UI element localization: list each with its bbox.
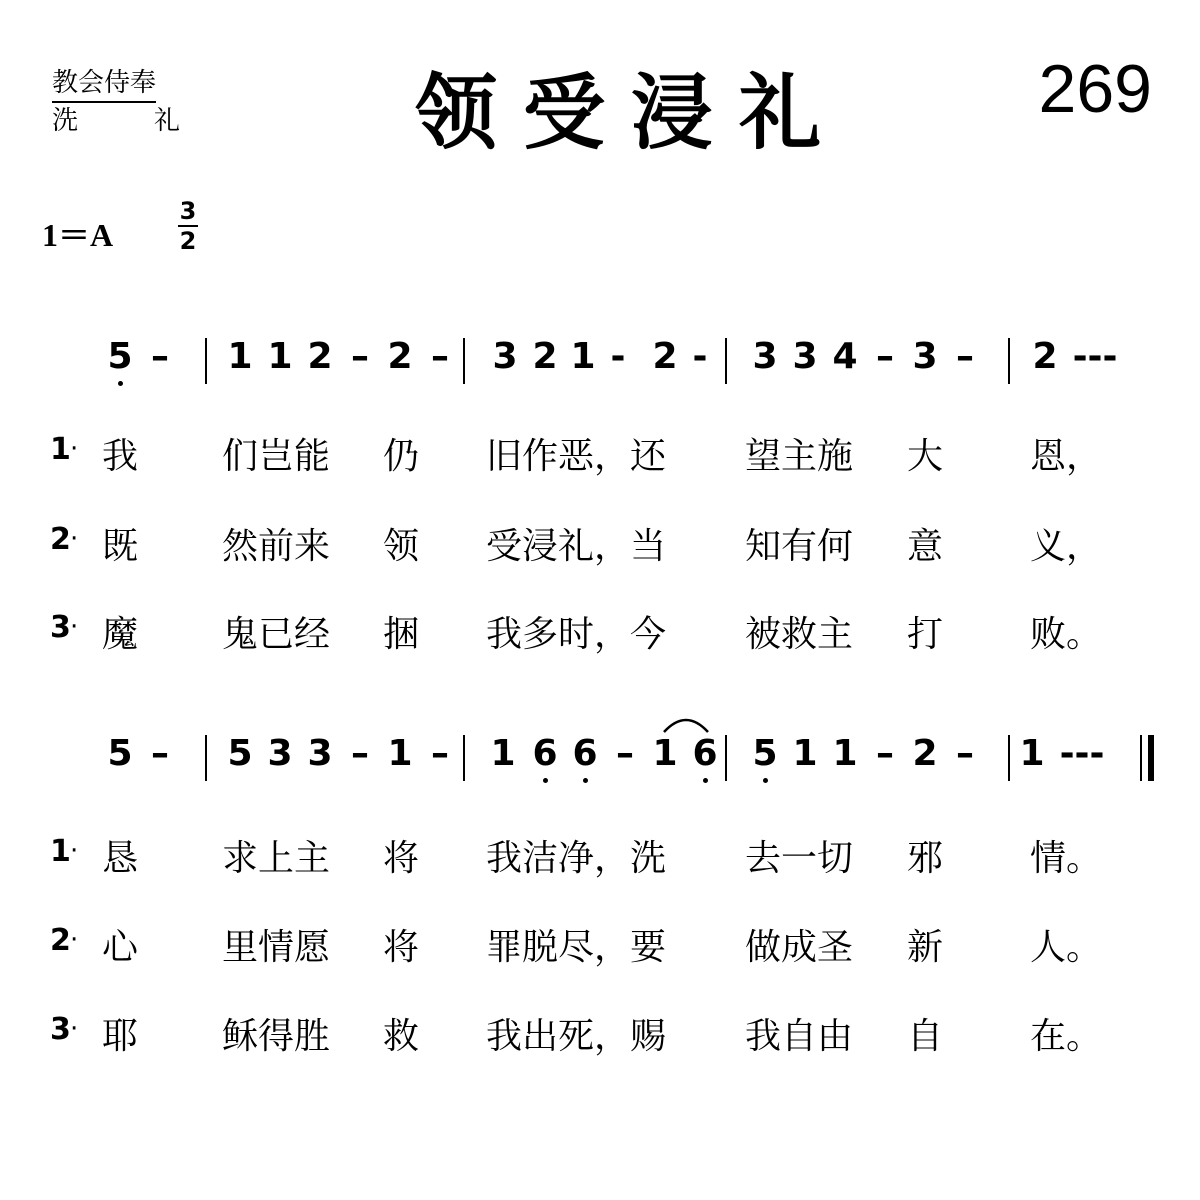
lyric-syllable: 去一切 [745,838,854,879]
lyric-syllable: 被救主 [745,614,854,655]
lyric-syllable: 然前来 [222,526,331,567]
note-1: 1 [832,733,858,774]
octave-dot-below [763,778,768,783]
lyric-syllable: 求上主 [222,838,331,879]
octave-dot-below [703,778,708,783]
note-5: 5 [107,336,133,377]
barline [725,338,727,384]
lyric-syllable: 义， [1030,526,1103,567]
note-6: 6 [692,733,718,774]
note-2: 2 [652,336,678,377]
note-2: 2 [532,336,558,377]
verse-number-dot: · [70,925,79,955]
time-signature [178,198,198,254]
time-numerator: 3 [179,197,197,225]
dash-extension: – [876,336,894,377]
note-3: 3 [752,336,778,377]
verse-number-dot: · [70,836,79,866]
lyric-syllable: 耶 [102,1016,139,1057]
dash-extension: – [876,733,894,774]
lyric-syllable: 罪脱尽，要 [486,927,667,968]
dash-extension: --- [1059,733,1105,774]
note-3: 3 [492,336,518,377]
verse-number-2: 2 [50,522,71,557]
lyric-syllable: 做成圣 [745,927,854,968]
note-2: 2 [912,733,938,774]
barline [1008,735,1010,781]
barline [463,735,465,781]
octave-dot-below [543,778,548,783]
lyric-syllable: 望主施 [745,436,854,477]
lyric-syllable: 仍 [383,436,420,477]
verse-number-2: 2 [50,923,71,958]
lyric-syllable: 里情愿 [222,927,331,968]
note-1: 1 [490,733,516,774]
barline [205,735,207,781]
lyric-syllable: 新 [907,927,944,968]
dash-extension: – [616,733,634,774]
dash-extension: – [956,733,974,774]
verse-number-dot: · [70,434,79,464]
dash-extension: – [351,336,369,377]
lyric-syllable: 魔 [102,614,139,655]
note-2: 2 [1032,336,1058,377]
hymn-title: 领受浸礼 [415,65,848,161]
lyric-syllable: 情。 [1030,838,1103,879]
lyric-syllable: 我多时，今 [486,614,667,655]
subcategory-right: 礼 [153,106,180,136]
lyric-syllable: 我自由 [745,1016,854,1057]
time-denominator: 2 [179,227,197,255]
verse-number-1: 1 [50,834,71,869]
dash-extension: – [431,733,449,774]
barline [463,338,465,384]
lyric-syllable: 们岂能 [222,436,331,477]
note-5: 5 [107,733,133,774]
dash-extension: – [431,336,449,377]
note-1: 1 [267,336,293,377]
lyric-syllable: 将 [383,838,420,879]
lyric-syllable: 稣得胜 [222,1016,331,1057]
dash-extension: – [151,733,169,774]
lyric-syllable: 恳 [102,838,139,879]
note-1: 1 [792,733,818,774]
dash-extension: - [610,336,626,377]
final-barline-thin [1140,735,1142,781]
dash-extension: – [151,336,169,377]
note-2: 2 [307,336,333,377]
lyric-syllable: 邪 [907,838,944,879]
lyric-syllable: 救 [383,1016,420,1057]
lyric-syllable: 在。 [1030,1016,1103,1057]
barline [725,735,727,781]
note-3: 3 [267,733,293,774]
lyric-syllable: 领 [383,526,420,567]
verse-number-1: 1 [50,432,71,467]
tie-slur [660,712,712,734]
note-5: 5 [227,733,253,774]
lyric-syllable: 知有何 [745,526,854,567]
lyric-syllable: 我洁净，洗 [486,838,667,879]
lyric-syllable: 自 [907,1016,944,1057]
lyric-syllable: 意 [907,526,944,567]
lyric-syllable: 旧作恶，还 [486,436,667,477]
note-5: 5 [752,733,778,774]
verse-number-3: 3 [50,610,71,645]
note-1: 1 [387,733,413,774]
verse-number-dot: · [70,1014,79,1044]
note-1: 1 [227,336,253,377]
lyric-syllable: 败。 [1030,614,1103,655]
note-3: 3 [792,336,818,377]
octave-dot-below [583,778,588,783]
verse-number-3: 3 [50,1012,71,1047]
octave-dot-below [118,381,123,386]
lyric-syllable: 心 [102,927,139,968]
note-6: 6 [572,733,598,774]
lyric-syllable: 既 [102,526,139,567]
note-1: 1 [652,733,678,774]
lyric-syllable: 我 [102,436,139,477]
final-barline-thick [1148,735,1154,781]
lyric-syllable: 鬼已经 [222,614,331,655]
dash-extension: - [692,336,708,377]
note-4: 4 [832,336,858,377]
note-6: 6 [532,733,558,774]
note-1: 1 [570,336,596,377]
barline [1008,338,1010,384]
barline [205,338,207,384]
lyric-syllable: 打 [907,614,944,655]
note-3: 3 [912,336,938,377]
subcategory-left: 洗 [52,106,79,136]
lyric-syllable: 将 [383,927,420,968]
lyric-syllable: 我出死，赐 [486,1016,667,1057]
dash-extension: --- [1072,336,1118,377]
lyric-syllable: 人。 [1030,927,1103,968]
dash-extension: – [351,733,369,774]
key-signature: 1＝A [42,217,114,253]
subcategory-label [52,100,180,137]
verse-number-dot: · [70,524,79,554]
verse-number-dot: · [70,612,79,642]
dash-extension: – [956,336,974,377]
lyric-syllable: 恩， [1030,436,1103,477]
note-3: 3 [307,733,333,774]
note-2: 2 [387,336,413,377]
note-1: 1 [1019,733,1045,774]
category-label: 教会侍奉 [52,62,156,103]
hymn-number: 269 [1038,51,1152,127]
lyric-syllable: 大 [907,436,944,477]
lyric-syllable: 受浸礼，当 [486,526,667,567]
lyric-syllable: 捆 [383,614,420,655]
